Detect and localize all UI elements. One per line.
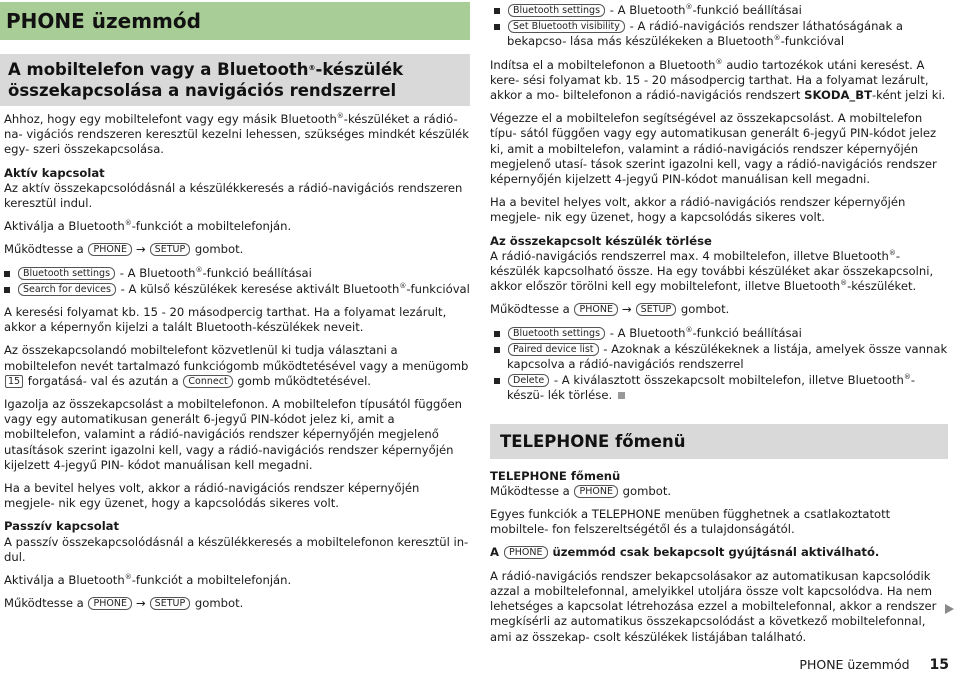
visibility-bullets xyxy=(490,3,948,50)
page-number: 15 xyxy=(929,657,949,673)
passive-heading: Passzív kapcsolat xyxy=(4,519,120,534)
pair-via-phone-text: Végezze el a mobiltelefon segítségével az összekapcsolást. A mobiltelefon típu- sától függően vagy egy automatikusan generált 6-jegyű PIN-kódot jelez ki, amit a mobiltelefon, valamint a rádió-navigációs rendszer képernyőjén megjelenő utasí- tások szerint igazolni kell, vagy a rádió-navigációs rendszer képernyőjén kijelzett 4-jegyű PIN-kódot manuálisan kell megadni. xyxy=(490,111,937,187)
phone-key[interactable]: PHONE xyxy=(574,303,617,316)
arrow-icon: → xyxy=(621,302,632,317)
bullet-icon xyxy=(494,347,500,353)
section-title: A mobiltelefon vagy a Bluetooth®-készülék összekapcsolása a navigációs rendszerrel xyxy=(0,54,470,106)
delete-bullets xyxy=(490,326,948,404)
bullet-icon xyxy=(494,378,500,384)
list-item: Delete - A kiválasztott összekapcsolt mobiltelefon, illetve Bluetooth®-készü- lék törlése. xyxy=(490,373,948,403)
auto-connect-text: A rádió-navigációs rendszer bekapcsolásakor az automatikusan kapcsolódik azzal a mobiltelefonnal, amelyikkel utoljára össze volt kapcsolódva. Ha nem lehetséges a kapcsolat létrehozása ezzel a mobiltelefonnal, akkor a rendszer megkísérli az automatikus összekapcsolódást a következő mobiltelefonnal, ami az összekap- csolt készülékek listájában található. xyxy=(490,568,937,644)
press-phone-setup-2: Működtesse a PHONE → SETUP gombot. xyxy=(4,596,244,611)
activate-bt: Aktiválja a Bluetooth®-funkciót a mobiltelefonján. xyxy=(4,219,292,234)
press-phone-setup-3: Működtesse a PHONE → SETUP gombot. xyxy=(490,302,730,317)
set-visibility-key[interactable]: Set Bluetooth visibility xyxy=(508,20,625,33)
bullet-icon xyxy=(494,331,500,337)
confirm-text: Igazolja az összekapcsolást a mobiltelefonon. A mobiltelefon típusától függően vagy egy automatikusan generált 6-jegyű PIN-kódot jelez ki, amit a mobiltelefon, valamint a rádió-navigációs rendszer képernyőjén megjelenő utasítások szerint igazolni kell, vagy a rádió-navigációs rendszer képernyőjén kijelzett 4-jegyű PIN- kódot manuálisan kell megadni. xyxy=(4,397,462,472)
page-footer xyxy=(799,657,949,673)
start-search-text: Indítsa el a mobiltelefonon a Bluetooth® audio tartozékok utáni keresést. A kere- sési folyamat kb. 15 - 20 másodpercig tarthat. Ha a folyamat lezárult, akkor a mo- biltelefonon a rádió-navigációs rendszert SKODA_BT-ként jelzi ki. xyxy=(490,57,946,103)
select-phone-text: Az összekapcsolandó mobiltelefont közvetlenül ki tudja választani a mobiltelefon nevét tartalmazó funkciógomb működtetésével vagy a menügomb 15 forgatásá- val és azután a Connect gomb működtetésével. xyxy=(4,343,469,388)
pin-ok-text: Ha a bevitel helyes volt, akkor a rádió-navigációs rendszer képernyőjén megjele- nik egy üzenet, hogy a kapcsolódás sikeres volt. xyxy=(490,195,906,225)
search-time-text: A keresési folyamat kb. 15 - 20 másodpercig tarthat. Ha a folyamat lezárult, akkor a képernyőn kijelzi a talált Bluetooth-készülékek neveit. xyxy=(4,305,447,335)
list-item: Set Bluetooth visibility - A rádió-navigációs rendszer láthatóságának a bekapcso- lása más készülékeken a Bluetooth®-funkcióval xyxy=(490,19,948,49)
list-item: Bluetooth settings - A Bluetooth®-funkció beállításai xyxy=(490,326,948,341)
arrow-icon: → xyxy=(135,242,146,257)
bullet-icon xyxy=(4,271,10,277)
press-phone-setup: Működtesse a PHONE → SETUP gombot. xyxy=(4,242,244,257)
telephone-press: Működtesse a PHONE gombot. xyxy=(490,483,672,498)
activate-bt-2: Aktiválja a Bluetooth®-funkciót a mobiltelefonján. xyxy=(4,573,292,588)
telephone-desc: Egyes funkciók a TELEPHONE menüben függhetnek a csatlakoztatott mobiltele- fon felszereltségétől és a tulajdonságától. xyxy=(490,507,891,537)
search-devices-key[interactable]: Search for devices xyxy=(18,283,116,296)
phone-key[interactable]: PHONE xyxy=(88,597,131,610)
phone-key[interactable]: PHONE xyxy=(574,485,617,498)
connect-key[interactable]: Connect xyxy=(183,375,232,388)
intro-paragraph: Ahhoz, hogy egy mobiltelefont vagy egy másik Bluetooth®-készüléket a rádió-na- vigációs rendszeren keresztül kezelni lehessen, szükséges mindkét készülék egy- szeri összekapcsolása. xyxy=(4,112,469,157)
end-mark-icon xyxy=(618,392,625,399)
telephone-section-title: TELEPHONE főmenü xyxy=(490,424,948,459)
menu-knob-15[interactable]: 15 xyxy=(5,375,23,388)
arrow-icon: → xyxy=(135,596,146,611)
bt-settings-key[interactable]: Bluetooth settings xyxy=(508,4,605,17)
left-column xyxy=(0,0,470,619)
bt-settings-key[interactable]: Bluetooth settings xyxy=(508,327,605,340)
bluetooth-bullets xyxy=(0,266,470,297)
phone-key[interactable]: PHONE xyxy=(504,546,547,559)
active-heading: Aktív kapcsolat xyxy=(4,165,105,180)
delete-heading: Az összekapcsolt készülék törlése xyxy=(490,233,712,248)
passive-text: A passzív összekapcsolódásnál a készülékkeresés a mobiltelefonon keresztül in- dul. xyxy=(4,534,469,564)
active-text: Az aktív összekapcsolódásnál a készülékkeresés a rádió-navigációs rendszeren keresztül indul. xyxy=(4,180,463,211)
list-item: Paired device list - Azoknak a készülékeknek a listája, amelyek össze vannak kapcsolva a rádió-navigációs rendszerrel xyxy=(490,342,948,372)
delete-text: A rádió-navigációs rendszerrel max. 4 mobiltelefon, illetve Bluetooth®-készülék kapcsolható össze. Ha egy további készüléket akar összekapcsolni, akkor először törölni kell egy mobiltelefont, illetve Bluetooth®-készüléket. xyxy=(490,248,934,294)
bullet-icon xyxy=(4,287,10,293)
paired-list-key[interactable]: Paired device list xyxy=(508,343,599,356)
list-item: Bluetooth settings - A Bluetooth®-funkció beállításai xyxy=(0,266,470,281)
phone-key[interactable]: PHONE xyxy=(88,243,131,256)
pin-ok-text: Ha a bevitel helyes volt, akkor a rádió-navigációs rendszer képernyőjén megjele- nik egy üzenet, hogy a kapcsolódás sikeres volt. xyxy=(4,481,420,511)
bullet-icon xyxy=(494,8,500,14)
setup-key[interactable]: SETUP xyxy=(150,597,191,610)
footer-label: PHONE üzemmód xyxy=(799,657,910,672)
chapter-title: PHONE üzemmód xyxy=(0,2,470,40)
bt-settings-key[interactable]: Bluetooth settings xyxy=(18,267,115,280)
list-item: Search for devices - A külső készülékek keresése aktivált Bluetooth®-funkcióval xyxy=(0,282,470,297)
setup-key[interactable]: SETUP xyxy=(636,303,677,316)
delete-key[interactable]: Delete xyxy=(508,374,549,387)
telephone-heading: TELEPHONE főmenü xyxy=(490,468,621,483)
bullet-icon xyxy=(494,24,500,30)
setup-key[interactable]: SETUP xyxy=(150,243,191,256)
continue-arrow-icon xyxy=(945,604,954,614)
list-item: Bluetooth settings - A Bluetooth®-funkció beállításai xyxy=(490,3,948,18)
ignition-note: A PHONE üzemmód csak bekapcsolt gyújtásnál aktiválható. xyxy=(490,545,880,560)
right-column xyxy=(490,0,948,653)
